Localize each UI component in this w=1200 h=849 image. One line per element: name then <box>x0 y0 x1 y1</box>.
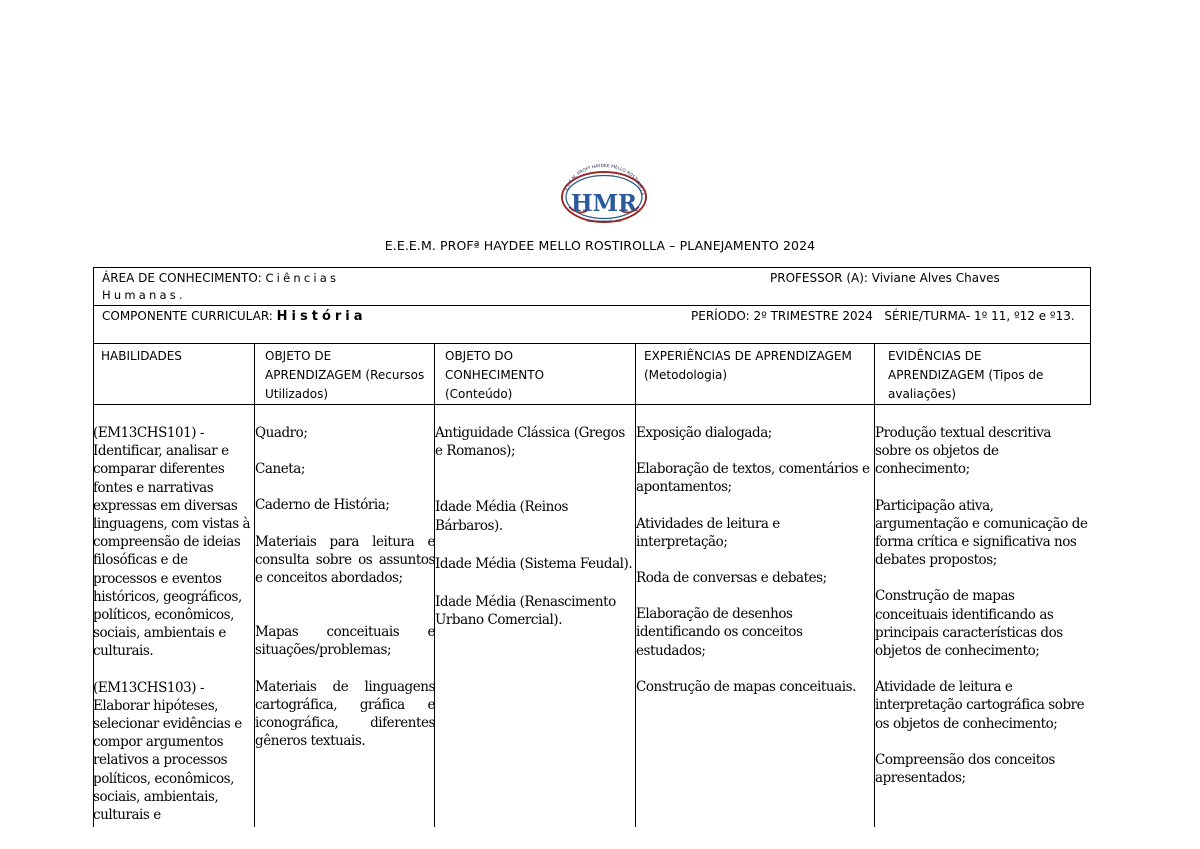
area-field: ÁREA DE CONHECIMENTO: Ciências Humanas. <box>102 271 340 302</box>
componente-field: COMPONENTE CURRICULAR: História <box>102 309 367 324</box>
avaliacoes-header: EVIDÊNCIAS DE APRENDIZAGEM (Tipos de avaliações) <box>888 349 1044 401</box>
list-item: (EM13CHS103) - Elaborar hipóteses, selecionar evidências e compor argumentos relativos a processos políticos, econômicos, sociais, ambientais, culturais e <box>93 679 242 824</box>
list-item: Idade Média (Sistema Feudal). <box>435 555 633 572</box>
planning-table <box>93 267 1091 827</box>
habilidades-header: HABILIDADES <box>101 349 182 363</box>
recursos-header: OBJETO DE APRENDIZAGEM (Recursos Utilizados) <box>265 349 425 401</box>
list-item: Antiguidade Clássica (Gregos e Romanos); <box>435 425 625 460</box>
list-item: Produção textual descritiva sobre os objetos de conhecimento; <box>875 425 1051 478</box>
logo-letters: HMR <box>570 190 638 217</box>
professor-field: PROFESSOR (A): Viviane Alves Chaves <box>770 271 1000 285</box>
list-item: Caneta; <box>255 461 305 478</box>
list-item: Atividade de leitura e interpretação cartográfica sobre os objetos de conhecimento; <box>875 679 1085 732</box>
list-item: Elaboração de textos, comentários e apontamentos; <box>636 461 870 496</box>
list-item: Idade Média (Renascimento Urbano Comercial). <box>435 594 616 629</box>
list-item: Participação ativa, argumentação e comunicação de forma crítica e significativa nos debates propostos; <box>875 497 1088 569</box>
list-item: Atividades de leitura e interpretação; <box>636 515 780 550</box>
habilidades-list <box>93 424 254 842</box>
list-item: Construção de mapas conceituais identificando as principais características dos objetos de conhecimento; <box>875 588 1063 660</box>
list-item: Caderno de História; <box>255 497 390 514</box>
list-item: Materiais de linguagens cartográfica, gráfica e iconográfica, diferentes gêneros textuais. <box>255 678 435 750</box>
metodologia-list <box>636 424 874 714</box>
list-item: Quadro; <box>255 425 308 441</box>
list-item: Materiais para leitura e consulta sobre os assuntos e conceitos abordados; <box>255 533 435 587</box>
list-item: Compreensão dos conceitos apresentados; <box>875 751 1055 787</box>
avaliacoes-list <box>875 424 1089 805</box>
recursos-list <box>255 424 435 768</box>
page-title: E.E.E.M. PROFª HAYDEE MELLO ROSTIROLLA – PLANEJAMENTO 2024 <box>384 238 816 253</box>
conteudo-header: OBJETO DO CONHECIMENTO (Conteúdo) <box>445 349 545 401</box>
list-item: Roda de conversas e debates; <box>636 570 827 587</box>
area-value: Ciências <box>265 271 340 285</box>
logo-arc-text: E.E.E.M. PROFª HAYDEE MELLO ROSTIROLLA <box>564 163 644 196</box>
list-item: (EM13CHS101) - Identificar, analisar e comparar diferentes fontes e narrativas expressas em diversas linguagens, com vistas à compreensão de ideias filosóficas e de processos e eventos históricos, geográficos, políticos, econômicos, sociais, ambientais e culturais. <box>93 425 251 660</box>
list-item: Construção de mapas conceituais. <box>636 678 856 695</box>
school-logo <box>557 163 651 225</box>
conteudo-list <box>435 424 633 647</box>
metodologia-header: EXPERIÊNCIAS DE APRENDIZAGEM (Metodologia) <box>644 349 852 382</box>
list-item: Mapas conceituais e situações/problemas; <box>255 624 435 659</box>
periodo-field: PERÍODO: 2º TRIMESTRE 2024 SÉRIE/TURMA- 1º 11, º12 e º13. <box>691 309 1075 323</box>
componente-value: História <box>276 309 367 324</box>
logo-footer-text: São Leopoldo - RS <box>586 218 622 223</box>
list-item: Elaboração de desenhos identificando os conceitos estudados; <box>636 606 803 659</box>
list-item: Exposição dialogada; <box>636 425 772 441</box>
list-item: Idade Média (Reinos Bárbaros). <box>435 499 568 534</box>
